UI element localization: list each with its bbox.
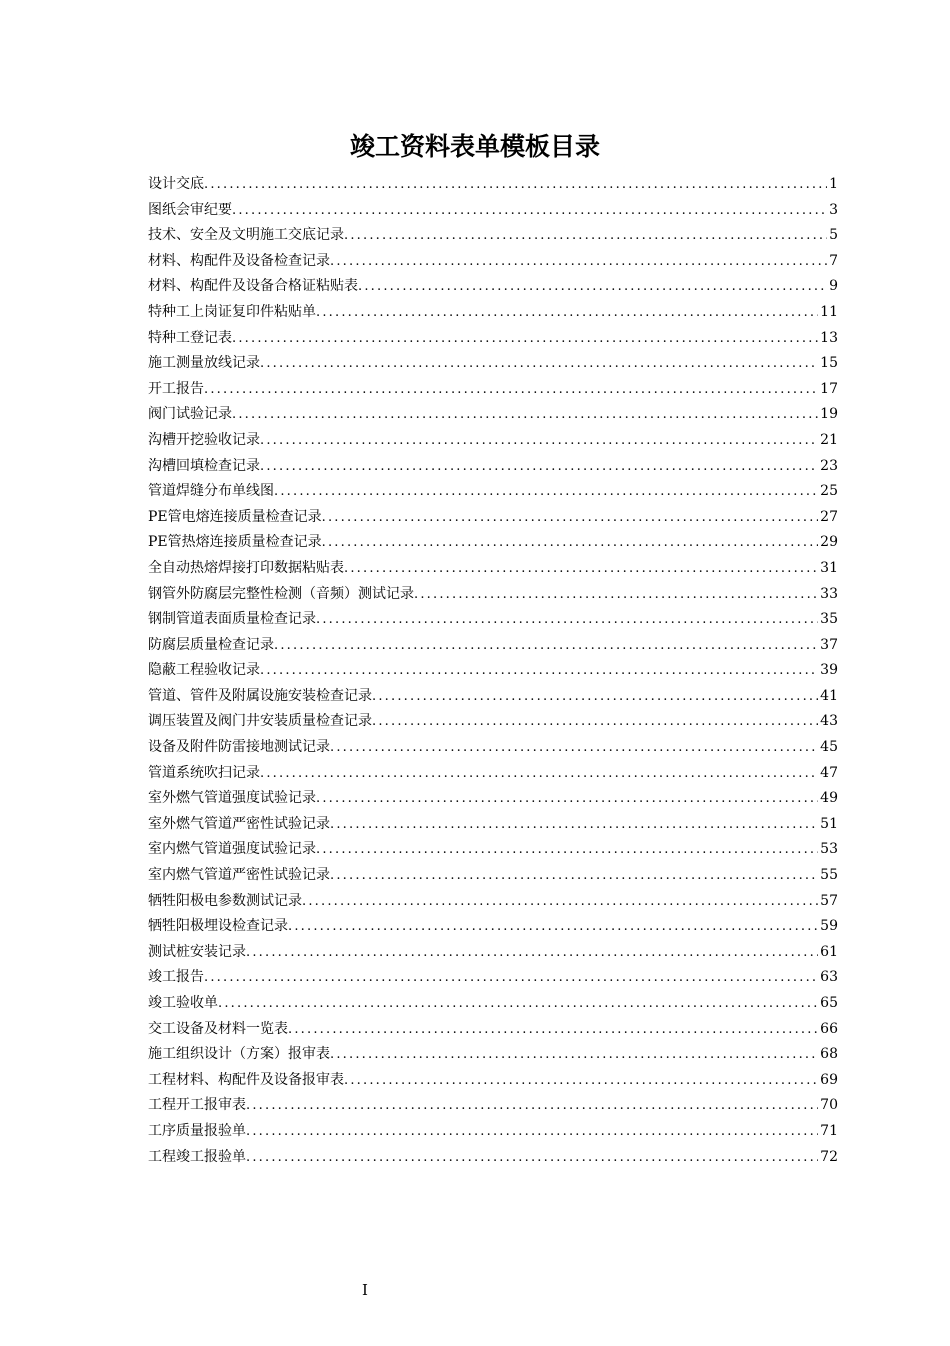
toc-entry-label: 工程开工报审表 xyxy=(148,1097,246,1114)
toc-entry-label: 图纸会审纪要 xyxy=(148,201,232,218)
toc-entry-label: 沟槽开挖验收记录 xyxy=(148,431,260,448)
toc-entry-page: 63 xyxy=(820,969,838,986)
toc-entry[interactable] xyxy=(148,761,838,787)
toc-entry-label: PE管电熔连接质量检查记录 xyxy=(148,508,322,525)
toc-dot-leader xyxy=(232,402,818,428)
toc-entry[interactable] xyxy=(148,505,838,531)
toc-entry-label: 全自动热熔焊接打印数据粘贴表 xyxy=(148,559,344,576)
toc-dot-leader xyxy=(344,556,818,582)
toc-entry-label: 调压装置及阀门井安装质量检查记录 xyxy=(148,713,372,730)
toc-entry-page: 27 xyxy=(820,508,838,525)
toc-entry-label: 施工组织设计（方案）报审表 xyxy=(148,1046,330,1063)
toc-entry-label: 钢管外防腐层完整性检测（音频）测试记录 xyxy=(148,585,414,602)
toc-entry-page: 66 xyxy=(820,1020,838,1037)
toc-entry-page: 7 xyxy=(829,252,838,269)
toc-entry[interactable] xyxy=(148,428,838,454)
toc-entry[interactable] xyxy=(148,709,838,735)
toc-dot-leader xyxy=(288,1017,818,1043)
toc-entry-label: PE管热熔连接质量检查记录 xyxy=(148,534,322,551)
toc-entry[interactable] xyxy=(148,172,838,198)
toc-dot-leader xyxy=(330,735,818,761)
toc-dot-leader xyxy=(218,991,818,1017)
toc-entry-page: 1 xyxy=(829,176,838,192)
toc-dot-leader xyxy=(232,198,827,224)
toc-entry[interactable] xyxy=(148,940,838,966)
toc-entry-label: 阀门试验记录 xyxy=(148,406,232,423)
toc-entry-label: 特种工上岗证复印件粘贴单 xyxy=(148,303,316,320)
toc-entry[interactable] xyxy=(148,965,838,991)
toc-dot-leader xyxy=(372,709,818,735)
toc-entry-page: 61 xyxy=(820,943,838,960)
toc-entry-label: 牺牲阳极电参数测试记录 xyxy=(148,892,302,909)
toc-entry-label: 沟槽回填检查记录 xyxy=(148,457,260,474)
toc-entry-page: 25 xyxy=(820,483,838,500)
toc-entry-page: 53 xyxy=(820,841,838,858)
toc-entry-label: 室内燃气管道强度试验记录 xyxy=(148,841,316,858)
toc-entry-label: 管道焊缝分布单线图 xyxy=(148,483,274,500)
toc-entry-label: 施工测量放线记录 xyxy=(148,355,260,372)
toc-entry[interactable] xyxy=(148,300,838,326)
toc-dot-leader xyxy=(260,351,818,377)
toc-entry[interactable] xyxy=(148,530,838,556)
toc-entry-page: 65 xyxy=(820,995,838,1011)
toc-entry-page: 69 xyxy=(820,1071,838,1088)
toc-entry[interactable] xyxy=(148,351,838,377)
toc-entry[interactable] xyxy=(148,786,838,812)
toc-entry-label: 室内燃气管道严密性试验记录 xyxy=(148,867,330,884)
toc-entry[interactable] xyxy=(148,249,838,275)
toc-entry-page: 29 xyxy=(820,534,838,551)
toc-dot-leader xyxy=(232,326,818,352)
toc-entry-label: 测试桩安装记录 xyxy=(148,943,246,960)
toc-entry-page: 5 xyxy=(829,227,838,244)
toc-entry[interactable] xyxy=(148,735,838,761)
toc-entry[interactable] xyxy=(148,1093,838,1119)
toc-entry[interactable] xyxy=(148,556,838,582)
toc-entry-label: 技术、安全及文明施工交底记录 xyxy=(148,227,344,244)
toc-entry[interactable] xyxy=(148,1145,838,1171)
toc-dot-leader xyxy=(260,761,818,787)
toc-entry-page: 57 xyxy=(820,892,838,909)
toc-entry-label: 设备及附件防雷接地测试记录 xyxy=(148,739,330,756)
toc-entry-label: 特种工登记表 xyxy=(148,329,232,346)
toc-entry[interactable] xyxy=(148,812,838,838)
toc-entry-page: 72 xyxy=(820,1148,838,1165)
toc-entry-page: 23 xyxy=(820,457,838,474)
page-number: I xyxy=(362,1281,368,1299)
toc-entry[interactable] xyxy=(148,1119,838,1145)
toc-entry-label: 材料、构配件及设备合格证粘贴表 xyxy=(148,278,358,295)
toc-dot-leader xyxy=(246,1145,818,1171)
toc-dot-leader xyxy=(204,377,818,403)
toc-dot-leader xyxy=(302,889,818,915)
toc-dot-leader xyxy=(316,837,818,863)
toc-entry-label: 交工设备及材料一览表 xyxy=(148,1020,288,1037)
toc-dot-leader xyxy=(274,479,818,505)
toc-dot-leader xyxy=(344,223,827,249)
toc-entry-page: 43 xyxy=(820,713,838,730)
toc-dot-leader xyxy=(330,863,818,889)
toc-entry[interactable] xyxy=(148,658,838,684)
toc-entry-page: 35 xyxy=(820,611,838,628)
toc-dot-leader xyxy=(260,428,818,454)
toc-dot-leader xyxy=(274,633,818,659)
toc-dot-leader xyxy=(246,1119,818,1145)
toc-entry[interactable] xyxy=(148,274,838,300)
toc-entry-label: 工序质量报验单 xyxy=(148,1122,246,1139)
toc-entry-label: 开工报告 xyxy=(148,380,204,397)
toc-entry[interactable] xyxy=(148,684,838,710)
toc-entry[interactable] xyxy=(148,582,838,608)
toc-entry-page: 3 xyxy=(829,201,838,218)
toc-entry-page: 51 xyxy=(820,815,838,832)
toc-entry-page: 33 xyxy=(820,585,838,602)
toc-entry-label: 材料、构配件及设备检查记录 xyxy=(148,252,330,269)
toc-entry[interactable] xyxy=(148,607,838,633)
toc-entry-label: 竣工报告 xyxy=(148,969,204,986)
toc-entry-label: 牺牲阳极埋设检查记录 xyxy=(148,918,288,935)
toc-dot-leader xyxy=(260,658,818,684)
toc-entry-label: 竣工验收单 xyxy=(148,995,218,1011)
toc-dot-leader xyxy=(330,812,818,838)
toc-dot-leader xyxy=(246,940,818,966)
toc-entry-page: 19 xyxy=(820,406,838,423)
toc-entry-page: 15 xyxy=(820,355,838,372)
toc-entry[interactable] xyxy=(148,223,838,249)
toc-entry-label: 设计交底 xyxy=(148,176,204,192)
toc-entry-label: 防腐层质量检查记录 xyxy=(148,636,274,653)
toc-dot-leader xyxy=(260,454,818,480)
toc-entry-label: 室外燃气管道严密性试验记录 xyxy=(148,815,330,832)
toc-entry-label: 钢制管道表面质量检查记录 xyxy=(148,611,316,628)
toc-dot-leader xyxy=(316,607,818,633)
toc-entry-page: 68 xyxy=(820,1046,838,1063)
toc-entry-page: 9 xyxy=(829,278,838,295)
toc-entry[interactable] xyxy=(148,1042,838,1068)
toc-entry-page: 11 xyxy=(820,303,838,320)
toc-entry-page: 70 xyxy=(820,1097,838,1114)
toc-entry[interactable] xyxy=(148,1017,838,1043)
toc-entry-page: 55 xyxy=(820,867,838,884)
toc-dot-leader xyxy=(316,786,818,812)
toc-entry-page: 47 xyxy=(820,764,838,781)
table-of-contents xyxy=(148,172,838,1170)
toc-dot-leader xyxy=(358,274,827,300)
toc-entry-page: 71 xyxy=(820,1122,838,1139)
toc-dot-leader xyxy=(246,1093,818,1119)
toc-entry-page: 37 xyxy=(820,636,838,653)
toc-dot-leader xyxy=(414,582,818,608)
toc-entry-page: 13 xyxy=(820,329,838,346)
toc-dot-leader xyxy=(372,684,818,710)
toc-dot-leader xyxy=(330,1042,818,1068)
toc-dot-leader xyxy=(330,249,827,275)
toc-dot-leader xyxy=(288,914,818,940)
toc-entry[interactable] xyxy=(148,633,838,659)
toc-entry[interactable] xyxy=(148,1068,838,1094)
toc-entry-label: 管道系统吹扫记录 xyxy=(148,764,260,781)
toc-entry[interactable] xyxy=(148,479,838,505)
toc-entry[interactable] xyxy=(148,837,838,863)
toc-entry[interactable] xyxy=(148,863,838,889)
toc-entry[interactable] xyxy=(148,402,838,428)
toc-dot-leader xyxy=(316,300,818,326)
toc-entry[interactable] xyxy=(148,326,838,352)
toc-dot-leader xyxy=(344,1068,818,1094)
toc-entry-page: 59 xyxy=(820,918,838,935)
toc-entry-page: 49 xyxy=(820,790,838,807)
toc-entry[interactable] xyxy=(148,454,838,480)
toc-entry-page: 39 xyxy=(820,662,838,679)
toc-dot-leader xyxy=(204,172,827,198)
toc-entry-label: 隐蔽工程验收记录 xyxy=(148,662,260,679)
toc-entry-label: 工程竣工报验单 xyxy=(148,1148,246,1165)
toc-dot-leader xyxy=(322,530,819,556)
toc-entry-page: 31 xyxy=(820,559,838,576)
toc-dot-leader xyxy=(322,505,819,531)
toc-entry[interactable] xyxy=(148,377,838,403)
toc-entry[interactable] xyxy=(148,914,838,940)
toc-entry-page: 17 xyxy=(820,380,838,397)
page-title: 竣工资料表单模板目录 xyxy=(349,132,600,161)
toc-entry[interactable] xyxy=(148,991,838,1017)
toc-entry[interactable] xyxy=(148,889,838,915)
toc-entry-page: 41 xyxy=(820,687,838,704)
toc-entry-label: 室外燃气管道强度试验记录 xyxy=(148,790,316,807)
toc-entry[interactable] xyxy=(148,198,838,224)
toc-entry-label: 管道、管件及附属设施安装检查记录 xyxy=(148,687,372,704)
toc-entry-page: 45 xyxy=(820,739,838,756)
toc-entry-label: 工程材料、构配件及设备报审表 xyxy=(148,1071,344,1088)
toc-entry-page: 21 xyxy=(820,431,838,448)
toc-dot-leader xyxy=(204,965,818,991)
